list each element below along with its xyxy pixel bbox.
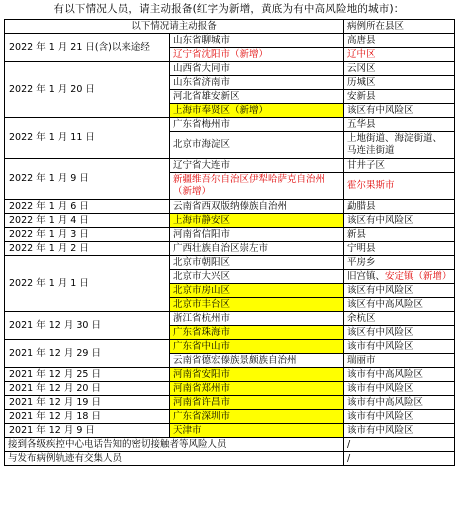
county-cell: 该区有中高风险区 [344,298,455,312]
place-cell: 广东省梅州市 [170,118,344,132]
place-cell: 河南省郑州市 [170,382,344,396]
place-cell: 河南省许昌市 [170,396,344,410]
header-row [5,20,455,34]
county-cell: 该区有中风险区 [344,326,455,340]
county-cell: 云冈区 [344,62,455,76]
county-cell: 历城区 [344,76,455,90]
county-cell: 平房乡 [344,256,455,270]
report-table [4,19,455,466]
county-cell: 霍尔果斯市 [344,173,455,200]
county-new-text: 安定镇（新增） [385,270,452,282]
county-cell: 上地街道、海淀街道、马连洼街道 [344,132,455,159]
table-row [5,452,455,466]
note-cell: 与发布病例轨迹有交集人员 [5,452,344,466]
date-cell: 2021 年 12 月 9 日 [5,424,170,438]
place-cell: 上海市奉贤区（新增） [170,104,344,118]
place-cell: 北京市朝阳区 [170,256,344,270]
county-cell: 瑞丽市 [344,354,455,368]
place-cell: 上海市静安区 [170,214,344,228]
place-cell: 天津市 [170,424,344,438]
place-cell: 辽宁省大连市 [170,159,344,173]
county-cell: 该区有中风险区 [344,104,455,118]
place-cell: 河南省安阳市 [170,368,344,382]
county-cell: 高唐县 [344,34,455,48]
table-row [5,62,455,76]
county-cell: 勐腊县 [344,200,455,214]
county-cell: 辽中区 [344,48,455,62]
county-cell: 该区有中风险区 [344,214,455,228]
place-cell: 山西省大同市 [170,62,344,76]
county-cell: 该市有中风险区 [344,340,455,354]
county-cell: 余杭区 [344,312,455,326]
county-cell: 五华县 [344,118,455,132]
place-cell: 云南省西双版纳傣族自治州 [170,200,344,214]
table-row [5,214,455,228]
place-cell: 辽宁省沈阳市（新增） [170,48,344,62]
county-cell: 甘井子区 [344,159,455,173]
place-cell: 山东省聊城市 [170,34,344,48]
place-cell: 云南省德宏傣族景颇族自治州 [170,354,344,368]
county-cell: / [344,452,455,466]
table-row [5,159,455,173]
table-row [5,340,455,354]
place-cell: 北京市房山区 [170,284,344,298]
table-row [5,312,455,326]
table-row [5,396,455,410]
table-row [5,256,455,270]
caption: 有以下情况人员，请主动报备(红字为新增，黄底为有中高风险地的城市)： [53,3,405,15]
place-cell: 河北省雄安新区 [170,90,344,104]
table-row [5,228,455,242]
note-cell: 接到各级疾控中心电话告知的密切接触者等风险人员 [5,438,344,452]
table-row [5,34,455,48]
place-cell: 北京市丰台区 [170,298,344,312]
county-cell: 该市有中高风险区 [344,396,455,410]
county-cell: 该市有中高风险区 [344,368,455,382]
date-cell: 2022 年 1 月 6 日 [5,200,170,214]
table-row [5,424,455,438]
table-row [5,368,455,382]
date-cell: 2021 年 12 月 25 日 [5,368,170,382]
place-cell: 北京市大兴区 [170,270,344,284]
header-cell: 病例所在县区 [344,20,455,34]
county-cell: 安新县 [344,90,455,104]
date-cell: 2021 年 12 月 29 日 [5,340,170,368]
place-cell: 广东省中山市 [170,340,344,354]
date-cell: 2021 年 12 月 19 日 [5,396,170,410]
date-cell: 2022 年 1 月 11 日 [5,118,170,159]
county-cell [344,270,455,284]
place-cell: 广东省深圳市 [170,410,344,424]
date-cell: 2022 年 1 月 4 日 [5,214,170,228]
date-cell: 2021 年 12 月 30 日 [5,312,170,340]
table-row [5,382,455,396]
place-cell: 浙江省杭州市 [170,312,344,326]
county-cell: 宁明县 [344,242,455,256]
table-row [5,438,455,452]
place-cell: 广西壮族自治区崇左市 [170,242,344,256]
date-cell: 2021 年 12 月 20 日 [5,382,170,396]
county-text: 旧宫镇、 [347,270,386,282]
county-cell: 该市有中风险区 [344,424,455,438]
place-cell: 新疆维吾尔自治区伊犁哈萨克自治州（新增） [170,173,344,200]
county-cell: 该市有中风险区 [344,382,455,396]
table-row [5,242,455,256]
place-cell: 山东省济南市 [170,76,344,90]
county-cell: / [344,438,455,452]
date-cell: 2022 年 1 月 2 日 [5,242,170,256]
date-cell: 2022 年 1 月 3 日 [5,228,170,242]
table-row [5,410,455,424]
date-cell: 2022 年 1 月 21 日(含)以来途经 [5,34,170,62]
county-cell: 该区有中风险区 [344,284,455,298]
table-row [5,118,455,132]
table-row [5,200,455,214]
header-cell: 以下情况请主动报备 [5,20,344,34]
place-cell: 广东省珠海市 [170,326,344,340]
county-cell: 该市有中风险区 [344,410,455,424]
date-cell: 2022 年 1 月 20 日 [5,62,170,118]
date-cell: 2021 年 12 月 18 日 [5,410,170,424]
place-cell: 河南省信阳市 [170,228,344,242]
place-cell: 北京市海淀区 [170,132,344,159]
county-cell: 新县 [344,228,455,242]
date-cell: 2022 年 1 月 9 日 [5,159,170,200]
date-cell: 2022 年 1 月 1 日 [5,256,170,312]
